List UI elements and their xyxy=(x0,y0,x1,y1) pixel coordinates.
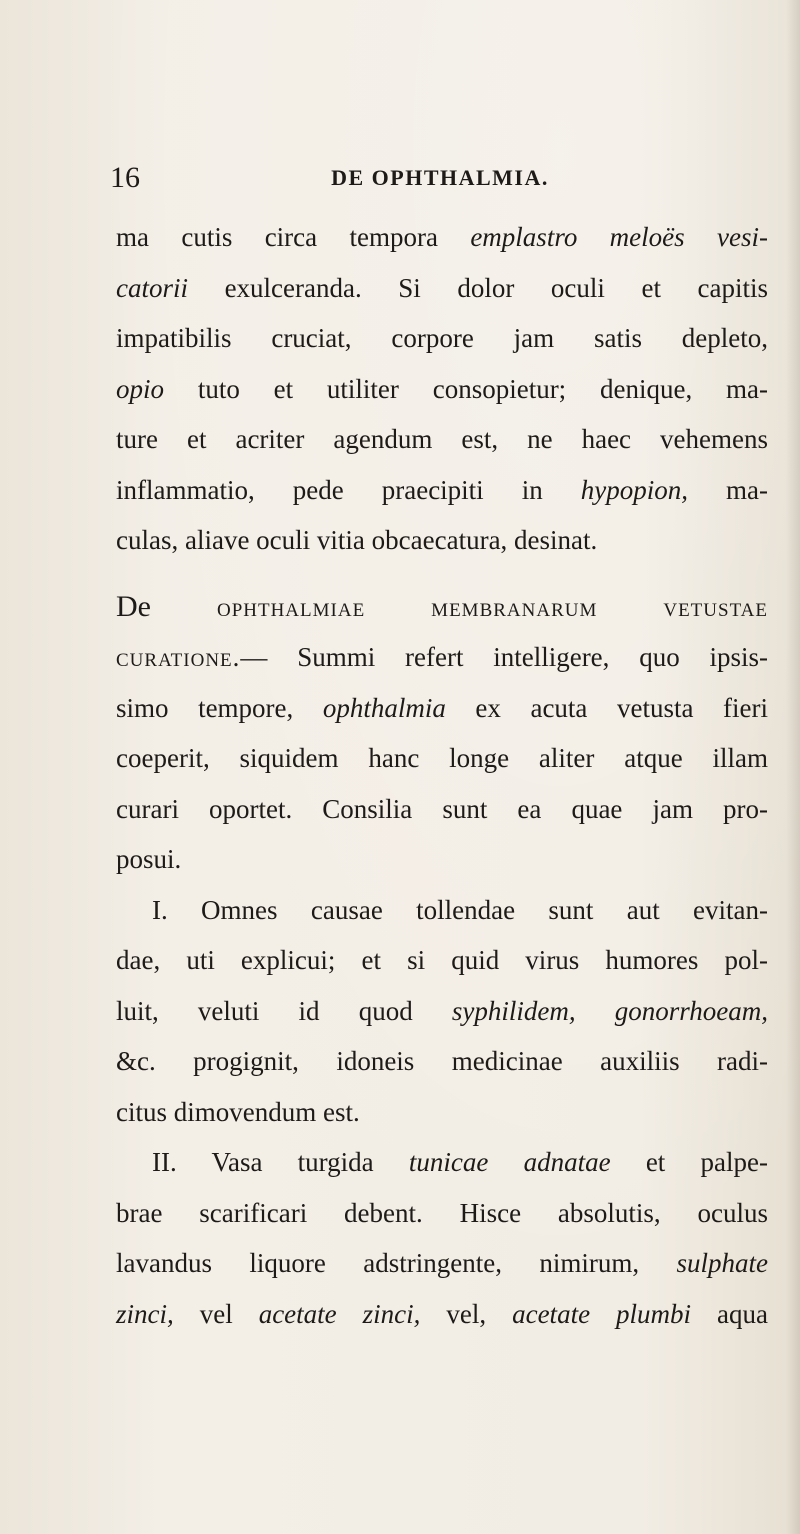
text-span xyxy=(576,996,615,1026)
page-number: 16 xyxy=(110,161,140,194)
heading-initial: De xyxy=(116,589,151,623)
paragraph-gap xyxy=(116,566,768,582)
italic-span: acetate plumbi xyxy=(512,1298,692,1329)
text-line: I. Omnes causae tollendae sunt aut evitan- xyxy=(152,894,768,925)
text-line: posui. xyxy=(116,844,182,874)
italic-span: acetate zinci, xyxy=(258,1298,421,1329)
text-line xyxy=(116,364,768,415)
text-line xyxy=(116,212,768,263)
italic-span: gonorrhoeam, xyxy=(614,995,769,1026)
body-text xyxy=(116,212,768,1339)
text-line: ture et acriter agendum est, ne haec vehemens xyxy=(116,424,768,454)
text-line: impatibilis cruciat, corpore jam satis depleto, xyxy=(116,323,768,353)
text-span: luit, veluti id quod xyxy=(116,995,452,1026)
italic-span: sulphate xyxy=(676,1248,768,1278)
italic-span: hypopion, xyxy=(580,474,688,505)
text-span: ma cutis circa tempora xyxy=(116,222,471,252)
running-head: DE OPHTHALMIA. xyxy=(331,165,549,190)
text-line xyxy=(116,986,768,1037)
section-heading-line xyxy=(116,582,768,633)
text-line xyxy=(116,465,768,516)
page-header xyxy=(110,158,770,198)
text-span: vel xyxy=(173,1298,259,1329)
heading-small-caps: curatione. xyxy=(116,642,241,672)
text-span: vel, xyxy=(420,1298,513,1329)
text-span: — Summi refert intelligere, quo ipsis- xyxy=(240,642,768,672)
text-line xyxy=(116,1238,768,1289)
text-line xyxy=(116,263,768,314)
italic-span: emplastro meloës vesi- xyxy=(470,222,768,252)
text-span: ma- xyxy=(688,474,769,505)
text-line xyxy=(116,632,768,683)
italic-span: catorii xyxy=(116,272,188,303)
text-span: lavandus liquore adstringente, nimirum, xyxy=(116,1248,677,1278)
text-span: et palpe- xyxy=(610,1147,768,1177)
text-line xyxy=(116,683,768,734)
text-line xyxy=(116,1289,768,1340)
text-line: brae scarificari debent. Hisce absolutis, oculus xyxy=(116,1197,768,1228)
text-span: tuto et utiliter consopietur; denique, ma- xyxy=(164,373,768,404)
text-span: II. Vasa turgida xyxy=(152,1147,409,1177)
italic-span: opio xyxy=(116,373,165,404)
italic-span: syphilidem, xyxy=(451,995,576,1026)
italic-span: zinci, xyxy=(116,1298,174,1329)
text-line: citus dimovendum est. xyxy=(116,1096,360,1127)
text-line: curari oportet. Consilia sunt ea quae jam pro- xyxy=(116,793,768,824)
text-line xyxy=(116,1137,768,1188)
text-span: exulceranda. Si dolor oculi et capitis xyxy=(188,272,768,303)
text-span: ex acuta vetusta fieri xyxy=(445,692,768,723)
heading-small-caps: ophthalmiae membranarum vetustae xyxy=(150,591,768,622)
text-line: coeperit, siquidem hanc longe aliter atque illam xyxy=(116,743,768,773)
page-edge-shadow xyxy=(786,0,800,1534)
text-span: aqua xyxy=(691,1298,768,1329)
italic-span: tunicae adnatae xyxy=(408,1147,611,1177)
text-line: culas, aliave oculi vitia obcaecatura, desinat. xyxy=(116,525,598,555)
text-line: dae, uti explicui; et si quid virus humores pol- xyxy=(116,945,768,975)
text-span: inflammatio, pede praecipiti in xyxy=(116,474,581,505)
text-span: simo tempore, xyxy=(116,692,323,723)
text-line: &c. progignit, idoneis medicinae auxiliis radi- xyxy=(116,1046,768,1076)
italic-span: ophthalmia xyxy=(322,692,446,723)
